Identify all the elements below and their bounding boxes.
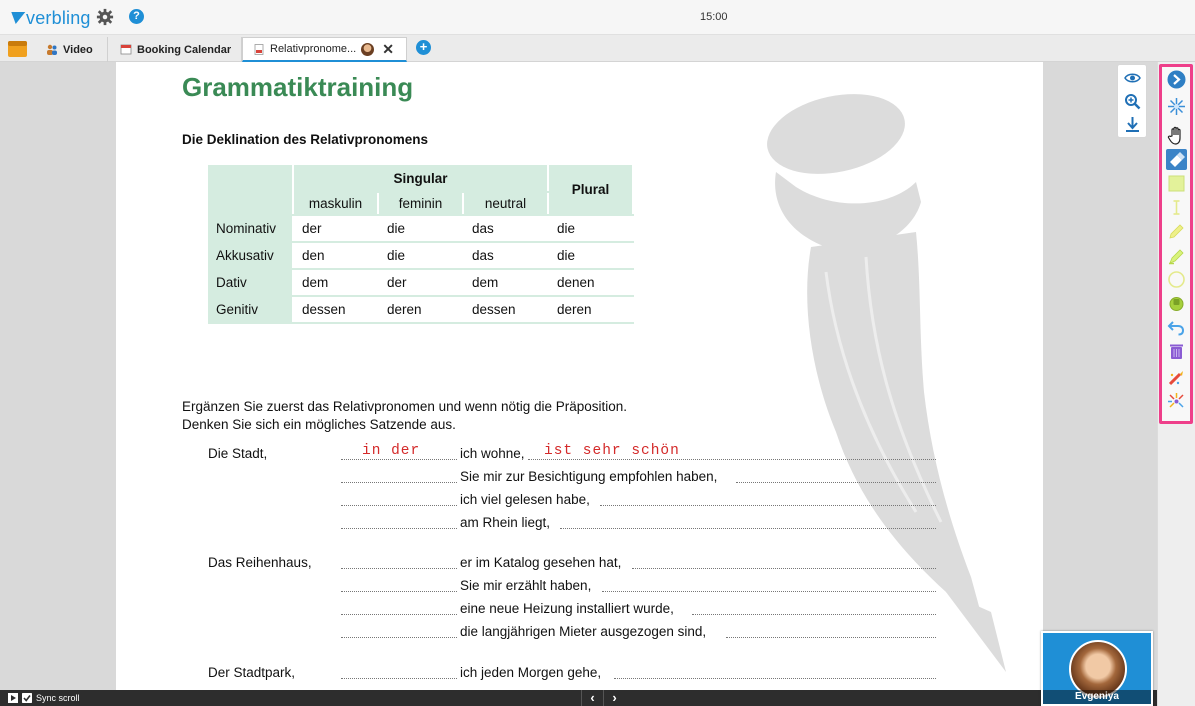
people-icon	[46, 44, 58, 55]
blank-line	[341, 515, 457, 529]
declension-table	[208, 165, 634, 324]
blank-line	[341, 624, 457, 638]
pdf-page	[116, 62, 1043, 690]
table-row	[208, 269, 633, 296]
eye-icon[interactable]	[1124, 71, 1141, 85]
blank-line	[341, 492, 457, 506]
circle-shape-icon[interactable]	[1166, 269, 1187, 290]
help-icon[interactable]: ?	[129, 9, 144, 24]
table-cell: die	[378, 215, 463, 242]
exercise-lead: Die Stadt,	[208, 446, 268, 461]
tab-relativpronomen[interactable]	[242, 37, 407, 62]
sync-scroll-checkbox[interactable]	[22, 693, 32, 703]
exercise-text: ich wohne,	[460, 446, 525, 461]
exercise-line	[208, 665, 938, 683]
table-cell: die	[548, 242, 633, 269]
case-label: Nominativ	[208, 215, 293, 242]
exercise-lead: Das Reihenhaus,	[208, 555, 312, 570]
page-title: Grammatiktraining	[182, 72, 414, 102]
table-cell: die	[548, 215, 633, 242]
exercise-text: Sie mir zur Besichtigung empfohlen haben,	[460, 469, 718, 484]
pdf-icon	[253, 44, 265, 55]
header-singular: Singular	[293, 165, 548, 192]
session-clock: 15:00	[700, 11, 728, 23]
pencil-icon[interactable]	[1166, 221, 1187, 242]
trash-icon[interactable]	[1166, 341, 1187, 362]
exercise-text: ich viel gelesen habe,	[460, 492, 590, 507]
blank-line	[602, 578, 936, 592]
table-cell: dem	[463, 269, 548, 296]
tab-booking-calendar[interactable]	[110, 37, 242, 62]
handwritten-answer[interactable]: ist sehr schön	[544, 443, 680, 459]
tab-label: Video	[63, 43, 93, 56]
tab-label: Booking Calendar	[137, 43, 232, 56]
table-cell: das	[463, 215, 548, 242]
exercise-line	[208, 469, 938, 487]
highlighter-icon[interactable]	[1166, 245, 1187, 266]
next-page-button[interactable]: ›	[603, 690, 625, 706]
tab-bar	[0, 35, 1195, 62]
table-cell: dem	[293, 269, 378, 296]
verbling-logo[interactable]	[10, 7, 91, 29]
handwritten-answer[interactable]: in der	[362, 443, 421, 459]
firework-rocket-icon[interactable]	[1166, 367, 1187, 388]
fountain-pen-watermark	[716, 72, 1016, 690]
top-bar	[0, 0, 1195, 35]
gear-icon[interactable]	[96, 8, 114, 26]
table-cell: deren	[378, 296, 463, 323]
sticky-note-icon[interactable]	[1166, 173, 1187, 194]
table-cell: deren	[548, 296, 633, 323]
blank-line	[341, 578, 457, 592]
participant-name: Evgeniya	[1043, 690, 1151, 704]
blank-line	[341, 555, 457, 569]
exercise-line	[208, 515, 938, 533]
tab-video[interactable]	[36, 37, 108, 62]
table-cell: dessen	[463, 296, 548, 323]
download-icon[interactable]	[1124, 116, 1141, 133]
view-tools	[1117, 64, 1147, 138]
exercise-line	[208, 624, 938, 642]
bottom-bar	[0, 690, 1157, 706]
blank-line	[692, 601, 936, 615]
exercise-text: Sie mir erzählt haben,	[460, 578, 592, 593]
exercise-text: die langjährigen Mieter ausgezogen sind,	[460, 624, 707, 639]
blank-line	[600, 492, 936, 506]
table-cell: die	[378, 242, 463, 269]
blank-line	[341, 665, 457, 679]
logo-mark-icon	[9, 12, 26, 24]
laser-pointer-icon[interactable]	[1166, 96, 1187, 117]
table-cell: dessen	[293, 296, 378, 323]
case-label: Dativ	[208, 269, 293, 296]
blank-line	[726, 624, 936, 638]
avatar	[361, 43, 374, 56]
table-row	[208, 242, 633, 269]
sync-scroll-label: Sync scroll	[36, 693, 80, 703]
blank-line	[560, 515, 936, 529]
chevron-right-icon[interactable]	[1166, 69, 1187, 90]
blank-line	[341, 601, 457, 615]
header-neutral: neutral	[463, 192, 548, 215]
case-label: Akkusativ	[208, 242, 293, 269]
exercise-text: eine neue Heizung installiert wurde,	[460, 601, 674, 616]
header-feminin: feminin	[378, 192, 463, 215]
annotation-toolbar	[1159, 64, 1193, 424]
section-heading: Die Deklination des Relativpronomens	[182, 132, 429, 147]
tab-label: Relativpronome...	[270, 43, 357, 55]
blank-line	[736, 469, 936, 483]
header-plural: Plural	[548, 165, 633, 215]
table-cell: denen	[548, 269, 633, 296]
video-preview[interactable]	[1041, 631, 1153, 706]
calendar-icon	[120, 44, 132, 55]
exercise-line	[208, 492, 938, 510]
confetti-icon[interactable]	[1166, 391, 1187, 412]
exercise-line	[208, 555, 938, 573]
table-cell: der	[378, 269, 463, 296]
prev-page-button[interactable]: ‹	[581, 690, 603, 706]
table-cell: der	[293, 215, 378, 242]
instruction-line: Denken Sie sich ein mögliches Satzende aus.	[182, 417, 456, 432]
close-icon[interactable]: ✕	[382, 40, 394, 57]
case-label: Genitiv	[208, 296, 293, 323]
table-row	[208, 296, 633, 323]
exercise-lead: Der Stadtpark,	[208, 665, 296, 680]
exercise-line	[208, 601, 938, 619]
header-maskulin: maskulin	[293, 192, 378, 215]
exercise-text: er im Katalog gesehen hat,	[460, 555, 622, 570]
text-cursor-icon[interactable]	[1166, 197, 1187, 218]
table-cell: den	[293, 242, 378, 269]
hand-pan-icon[interactable]	[1166, 125, 1187, 146]
table-row	[208, 215, 633, 242]
exercise-text: ich jeden Morgen gehe,	[460, 665, 602, 680]
exercise-instructions	[182, 398, 627, 434]
logo-text: verbling	[26, 7, 91, 28]
play-icon[interactable]	[8, 693, 18, 703]
table-corner	[208, 165, 293, 215]
zoom-in-icon[interactable]	[1124, 93, 1141, 110]
blank-line	[614, 665, 936, 679]
exercise-text: am Rhein liegt,	[460, 515, 551, 530]
folder-icon[interactable]	[4, 38, 31, 59]
table-cell: das	[463, 242, 548, 269]
blank-line	[341, 469, 457, 483]
blank-line	[632, 555, 936, 569]
instruction-line: Ergänzen Sie zuerst das Relativpronomen und wenn nötig die Präposition.	[182, 399, 628, 414]
exercise-line	[208, 578, 938, 596]
undo-icon[interactable]	[1166, 317, 1187, 338]
eraser-icon[interactable]	[1166, 149, 1187, 170]
stamp-icon[interactable]	[1166, 293, 1187, 314]
add-tab-button[interactable]: +	[416, 40, 431, 55]
